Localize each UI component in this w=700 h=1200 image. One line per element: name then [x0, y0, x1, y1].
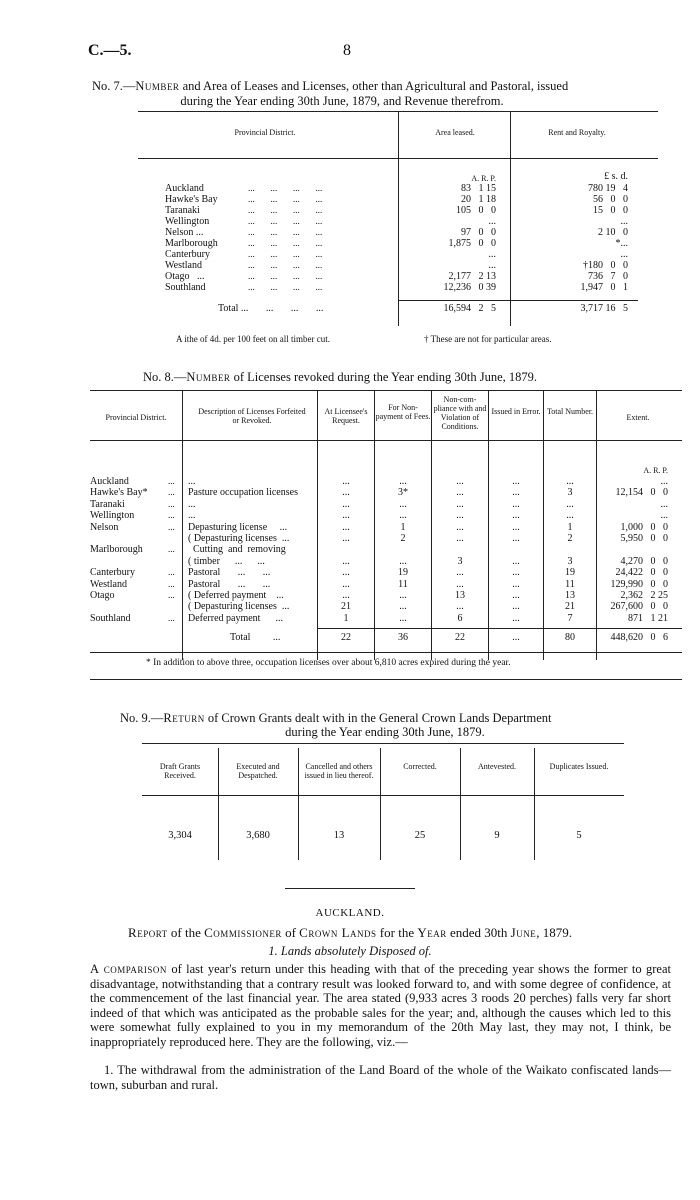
t8-fees: ...: [399, 590, 407, 601]
t8-description: ( Deferred payment ...: [188, 590, 284, 601]
t8-noncompliance: ...: [456, 487, 464, 499]
t8-district-dots: ...: [168, 590, 175, 600]
t8-total: ...: [566, 510, 574, 522]
table7-area-units: A. R. P.: [471, 174, 496, 183]
t7-leader-dots: ... ... ... ...: [248, 194, 323, 204]
t8-extent: 871 1 21: [628, 612, 668, 624]
t8-fees: [375, 544, 431, 555]
t8-fees: 2: [400, 533, 406, 544]
t8-error: ...: [512, 555, 520, 567]
t9-value: 9: [494, 830, 500, 841]
t7-rent: 736 7 0: [588, 271, 628, 282]
table7-rent-units: £ s. d.: [604, 171, 628, 182]
t8-noncompliance: 13: [455, 590, 465, 601]
t7-leader-dots: ... ... ... ...: [248, 238, 323, 248]
table8-col-divider-7: [596, 390, 597, 660]
t8-district: Canterbury: [90, 567, 135, 579]
t7-area: 2,177 2 13: [448, 271, 496, 282]
table7-total-rule: [398, 300, 638, 301]
t8-noncompliance: ...: [456, 601, 464, 613]
t7-district: Southland: [165, 282, 206, 293]
page-ref: C.—5.: [88, 42, 132, 59]
t9-col-divider: [380, 748, 381, 860]
t7-rent: †180 0 0: [583, 260, 628, 271]
t7-leader-dots: ... ... ... ...: [248, 183, 323, 193]
t8-extent: 5,950 0 0: [620, 533, 668, 544]
t7-district: Marlborough: [165, 238, 218, 249]
t7-leader-dots: ... ... ... ...: [248, 260, 323, 270]
t7-leader-dots: ... ... ... ...: [248, 282, 323, 292]
t8-request: ...: [342, 521, 350, 533]
t8-request: ...: [342, 533, 350, 544]
t9-header: Duplicates Issued.: [549, 762, 609, 771]
t8-total: ...: [566, 498, 574, 510]
t8-extent: 12,154 0 0: [615, 487, 668, 499]
t7-rent: 780 19 4: [588, 183, 628, 194]
t9-value: 13: [333, 830, 345, 841]
t9-value: 25: [414, 830, 426, 841]
t7-area: 83 1 15: [461, 183, 496, 194]
table9-top-rule: [142, 743, 624, 744]
table8-note-rule: [90, 679, 682, 680]
t7-rent: 2 10 0: [598, 227, 628, 238]
t8-extent: ...: [660, 498, 668, 510]
t8-error: ...: [512, 487, 520, 499]
t7-area: ...: [488, 216, 496, 227]
table8-header-fees: For Non-payment of Fees.: [375, 403, 431, 421]
t7-area: 97 0 0: [461, 227, 496, 238]
table9-title-line2: during the Year ending 30th June, 1879.: [285, 725, 485, 739]
t8-fees: ...: [399, 601, 407, 613]
t8-district: Hawke's Bay*: [90, 487, 148, 499]
t8-extent: [598, 544, 668, 555]
t8-error: [489, 544, 543, 555]
t9-col-divider: [298, 748, 299, 860]
t8-total: ...: [566, 476, 574, 487]
table8-header-error: Issued in Error.: [491, 407, 541, 416]
t8-error: ...: [512, 601, 520, 613]
t8-district-dots: ...: [168, 578, 175, 589]
t8-district-dots: ...: [168, 476, 175, 486]
t7-district: Hawke's Bay: [165, 194, 218, 205]
table8-note: * In addition to above three, occupation licenses over about 6,810 acres expired during the year.: [146, 658, 511, 668]
t8-district-dots: ...: [168, 567, 175, 578]
t8-fees: 19: [398, 567, 408, 579]
t8-district-dots: ...: [168, 487, 175, 498]
t7-rent: ...: [620, 249, 628, 260]
table9-header-rule: [142, 795, 624, 796]
report-section-title: 1. Lands absolutely Disposed of.: [268, 944, 432, 958]
t8-error: ...: [512, 533, 520, 544]
t8-district: Southland: [90, 612, 131, 624]
t9-value: 3,304: [168, 830, 192, 841]
table7-title-line2: during the Year ending 30th June, 1879, and Revenue therefrom.: [180, 94, 504, 108]
t8-description: Pasture occupation licenses: [188, 487, 298, 499]
t7-district: Canterbury: [165, 249, 210, 260]
t7-district: Wellington: [165, 216, 210, 227]
t7-area: 1,875 0 0: [448, 238, 496, 249]
t7-area: 12,236 0 39: [443, 282, 496, 293]
t8-district: Otago: [90, 590, 115, 601]
t7-district: Nelson ...: [165, 227, 204, 238]
t8-description: ...: [188, 498, 196, 510]
t8-extent: 2,362 2 25: [620, 590, 668, 601]
t8-description: Pastoral ... ...: [188, 567, 271, 579]
t8-extent: 1,000 0 0: [620, 521, 668, 533]
t8-noncompliance: ...: [456, 567, 464, 579]
t8-request: 21: [341, 601, 351, 613]
t7-rent: *...: [615, 238, 628, 249]
table8-total-fees: 36: [398, 632, 408, 643]
t8-district: Nelson: [90, 521, 119, 533]
t8-district-dots: ...: [168, 612, 175, 623]
t7-district: Westland: [165, 260, 202, 271]
t8-noncompliance: ...: [456, 521, 464, 533]
t9-header: Executed and Despatched.: [236, 762, 280, 780]
t8-request: [318, 544, 374, 555]
t8-district: Auckland: [90, 476, 129, 487]
table8-header-extent: Extent.: [626, 413, 650, 422]
t8-fees: 1: [400, 521, 406, 533]
t9-header: Corrected.: [403, 762, 437, 771]
table7-header-area: Area leased.: [435, 128, 475, 137]
table7-header-district: Provincial District.: [234, 128, 296, 137]
t9-col-divider: [460, 748, 461, 860]
t8-fees: ...: [399, 510, 407, 522]
t8-extent: 267,600 0 0: [610, 601, 668, 613]
table8-header-description: Description of Licenses Forfeited or Revoked.: [198, 407, 306, 425]
t8-noncompliance: ...: [456, 498, 464, 510]
report-heading: Report of the Commissioner of Crown Lands for the Year ended 30th June, 1879.: [128, 925, 572, 940]
table7-header-rent: Rent and Royalty.: [548, 128, 606, 137]
table7-header-rule: [138, 158, 658, 159]
t9-col-divider: [534, 748, 535, 860]
t8-noncompliance: ...: [456, 476, 464, 487]
t8-request: ...: [342, 555, 350, 567]
table7-total-area: 16,594 2 5: [443, 303, 496, 314]
t7-rent: 56 0 0: [593, 194, 628, 205]
t7-leader-dots: ... ... ... ...: [248, 216, 323, 226]
t8-error: ...: [512, 510, 520, 522]
t8-district: Westland: [90, 578, 127, 590]
table8-header-noncompliance: Non-com- pliance with and Violation of Conditions.: [433, 395, 487, 431]
table8-header-district: Provincial District.: [105, 413, 167, 422]
report-paragraph-1: A comparison of last year's return under this heading with that of the preceding year shows the former to great disadvantage, notwithstanding that a contrary result was looked forward to, and with some degree of confidence, at the commencement of the last financial year. The area stated (9,933 acres 3 roods 20 perches) falls very far short indeed of that which was anticipated as the probable sales for the year; and, although the causes which led to this were somewhat fully explained to you in my memorandum of the 20th May last, they may not, I think, be inappropriately reproduced here. They are the following, viz.—: [90, 962, 671, 1049]
table7-col-divider-1: [398, 111, 399, 326]
t8-error: ...: [512, 567, 520, 579]
table7-note-a: A ithe of 4d. per 100 feet on all timber cut.: [176, 334, 330, 344]
t7-rent: 1,947 0 1: [580, 282, 628, 293]
t8-noncompliance: 3: [457, 555, 463, 567]
t8-error: ...: [512, 578, 520, 590]
report-place: AUCKLAND.: [315, 907, 385, 919]
t8-description: ...: [188, 510, 196, 522]
table8-total-request: 22: [341, 632, 351, 643]
table8-col-divider-1: [182, 390, 183, 660]
t8-fees: ...: [399, 555, 407, 567]
t8-error: ...: [512, 476, 520, 487]
t8-district-dots: ...: [168, 510, 175, 521]
table8-title: No. 8.—Number of Licenses revoked during the Year ending 30th June, 1879.: [143, 370, 537, 384]
t9-header: Antevested.: [478, 762, 516, 771]
table8-total-label: Total ...: [230, 632, 281, 643]
table7-title: No. 7.—Number and Area of Leases and Licenses, other than Agricultural and Pastoral, issued: [92, 79, 569, 93]
table8-total-number: 80: [565, 632, 575, 643]
t9-value: 3,680: [246, 830, 270, 841]
t8-fees: ...: [399, 612, 407, 624]
t8-total: [544, 544, 596, 555]
t8-total: 11: [565, 578, 575, 590]
t8-request: ...: [342, 498, 350, 510]
t8-total: 13: [565, 590, 575, 601]
table8-extent-units: A. R. P.: [643, 466, 668, 475]
t8-request: ...: [342, 567, 350, 579]
t8-district: Taranaki: [90, 498, 125, 510]
t8-total: 3: [567, 487, 573, 499]
t7-leader-dots: ... ... ... ...: [248, 205, 323, 215]
t7-area: ...: [488, 260, 496, 271]
table8-header-rule: [90, 440, 682, 441]
t8-description: ...: [188, 476, 196, 487]
table8-total-noncompliance: 22: [455, 632, 465, 643]
table7-col-divider-2: [510, 111, 511, 326]
t8-noncompliance: ...: [456, 533, 464, 544]
t8-extent: 129,990 0 0: [610, 578, 668, 590]
t9-header: Cancelled and others issued in lieu thereof.: [304, 762, 374, 780]
t7-area: 105 0 0: [456, 205, 496, 216]
t8-request: ...: [342, 476, 350, 487]
t7-district: Taranaki: [165, 205, 200, 216]
t8-description: Depasturing license ...: [188, 521, 288, 533]
table8-header-request: At Licensee's Request.: [324, 407, 368, 425]
t8-description: ( timber ... ...: [188, 555, 265, 567]
table8-bottom-rule: [90, 652, 682, 653]
t8-fees: ...: [399, 498, 407, 510]
t8-district-dots: ...: [168, 498, 175, 509]
t8-district: Marlborough: [90, 544, 143, 556]
t7-leader-dots: ... ... ... ...: [248, 271, 323, 281]
t8-fees: 11: [398, 578, 408, 590]
t8-description: ( Depasturing licenses ...: [188, 601, 290, 613]
t8-error: ...: [512, 498, 520, 510]
t8-error: ...: [512, 612, 520, 624]
t8-district: Wellington: [90, 510, 135, 522]
t8-fees: ...: [399, 476, 407, 487]
t8-total: 7: [567, 612, 573, 624]
t8-noncompliance: ...: [456, 578, 464, 590]
t8-request: ...: [342, 590, 350, 601]
t8-request: 1: [343, 612, 349, 624]
section-separator: [285, 888, 415, 889]
t8-request: ...: [342, 510, 350, 522]
t8-district-dots: ...: [168, 521, 175, 532]
t8-error: ...: [512, 590, 520, 601]
table8-header-total: Total Number.: [546, 407, 594, 416]
t8-extent: 4,270 0 0: [620, 555, 668, 567]
t8-description: Deferred payment ...: [188, 612, 283, 624]
t7-rent: 15 0 0: [593, 205, 628, 216]
t7-district: Otago ...: [165, 271, 205, 282]
table7-total-label: Total ... ... ... ...: [218, 303, 324, 314]
t8-extent: 24,422 0 0: [615, 567, 668, 579]
t8-request: ...: [342, 578, 350, 590]
t8-description: ( Depasturing licenses ...: [188, 533, 290, 544]
t7-rent: ...: [620, 216, 628, 227]
table8-total-rule: [318, 628, 682, 629]
t7-area: ...: [488, 249, 496, 260]
t9-value: 5: [576, 830, 582, 841]
t9-col-divider: [218, 748, 219, 860]
t8-description: Pastoral ... ...: [188, 578, 271, 590]
t8-extent: ...: [660, 510, 668, 522]
t9-header: Draft Grants Received.: [159, 762, 201, 780]
t8-district-dots: ...: [168, 544, 175, 555]
t8-error: ...: [512, 521, 520, 533]
t8-total: 19: [565, 567, 575, 579]
page-number: 8: [343, 42, 351, 59]
t8-noncompliance: 6: [457, 612, 463, 624]
t8-noncompliance: ...: [456, 510, 464, 522]
t8-noncompliance: [432, 544, 488, 555]
table8-top-rule: [90, 390, 682, 391]
t7-district: Auckland: [165, 183, 204, 194]
t8-description: Cutting and removing: [188, 544, 286, 556]
t7-leader-dots: ... ... ... ...: [248, 249, 323, 259]
t8-total: 2: [567, 533, 573, 544]
table7-note-b: † These are not for particular areas.: [424, 334, 552, 344]
table8-total-extent: 448,620 0 6: [610, 632, 668, 643]
t8-request: ...: [342, 487, 350, 499]
t8-total: 3: [567, 555, 573, 567]
t8-extent: ...: [660, 476, 668, 487]
table9-title: No. 9.—Return of Crown Grants dealt with in the General Crown Lands Department: [120, 711, 552, 725]
table7-total-rent: 3,717 16 5: [580, 303, 628, 314]
t8-total: 21: [565, 601, 575, 613]
t7-area: 20 1 18: [461, 194, 496, 205]
t8-fees: 3*: [398, 487, 408, 499]
report-paragraph-2: 1. The withdrawal from the administration of the Land Board of the whole of the Waikato confiscated lands—town, suburban and rural.: [90, 1063, 671, 1092]
table8-total-error: ...: [512, 632, 520, 643]
t8-total: 1: [567, 521, 573, 533]
t7-leader-dots: ... ... ... ...: [248, 227, 323, 237]
